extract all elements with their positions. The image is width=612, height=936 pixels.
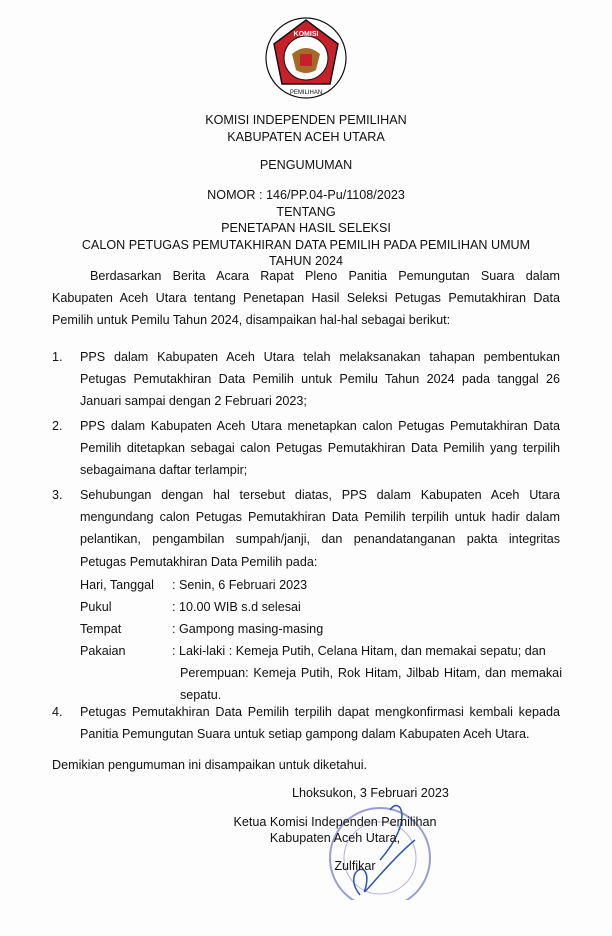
item-number: 4. <box>52 705 63 719</box>
schedule-value: Perempuan: Kemeja Putih, Rok Hitam, Jilbab Hitam, dan memakai sepatu. <box>180 666 562 703</box>
schedule-value: : Laki-laki : Kemeja Putih, Celana Hitam, dan memakai sepatu; dan <box>172 644 546 658</box>
intro-paragraph: Berdasarkan Berita Acara Rapat Pleno Panitia Pemungutan Suara dalam Kabupaten Aceh Utara tentang Penetapan Hasil Seleksi Petugas Pemutakhiran Data Pemilih untuk Pemilu Tahun 2024, disampaikan hal-hal sebagai berikut: <box>52 269 560 328</box>
svg-text:PEMILIHAN: PEMILIHAN <box>289 90 323 96</box>
signatory-role-2: Kabupaten Aceh Utara, <box>269 831 401 845</box>
item-text: Sehubungan dengan hal tersebut diatas, PPS dalam Kabupaten Aceh Utara mengundang calon Petugas Pemutakhiran Data Pemilih terpilih untuk hadir dalam pelantikan, pengambilan sumpah/janji, dan penandatanganan pakta integritas Petugas Pemutakhiran Data Pemilih pada: <box>80 488 560 569</box>
doc-about: TENTANG <box>276 205 336 219</box>
doc-subject-3: TAHUN 2024 <box>269 254 343 268</box>
schedule-label: Hari, Tanggal <box>80 578 154 592</box>
item-number: 1. <box>52 350 63 364</box>
schedule-label: Pakaian <box>80 644 126 658</box>
place-date: Lhoksukon, 3 Februari 2023 <box>292 786 449 800</box>
doc-subject-1: PENETAPAN HASIL SELEKSI <box>221 221 391 235</box>
item-text: PPS dalam Kabupaten Aceh Utara menetapkan calon Petugas Pemutakhiran Data Pemilih ditetapkan sebagai calon Petugas Pemutakhiran Data Pemilih yang terpilih sebagaimana daftar terlampir; <box>80 419 560 478</box>
svg-text:KOMISI: KOMISI <box>293 31 319 38</box>
doc-subject-2: CALON PETUGAS PEMUTAKHIRAN DATA PEMILIH PADA PEMILIHAN UMUM <box>81 238 531 252</box>
kip-logo-icon <box>262 14 350 102</box>
doc-number: NOMOR : 146/PP.04-Pu/1108/2023 <box>207 188 405 202</box>
item-number: 2. <box>52 419 63 433</box>
schedule-value: : Gampong masing-masing <box>172 622 324 636</box>
signatory-role-1: Ketua Komisi Independen Pemilihan <box>233 815 437 829</box>
item-text: PPS dalam Kabupaten Aceh Utara telah melaksanakan tahapan pembentukan Petugas Pemutakhiran Data Pemilih untuk Pemilu Tahun 2024 pada tanggal 26 Januari sampai dengan 2 Februari 2023; <box>80 350 560 409</box>
schedule-value: : 10.00 WIB s.d selesai <box>172 600 301 614</box>
schedule-value: : Senin, 6 Februari 2023 <box>172 578 308 592</box>
schedule-label: Tempat <box>80 622 122 636</box>
doc-type: PENGUMUMAN <box>259 158 353 172</box>
item-number: 3. <box>52 488 63 502</box>
closing-text: Demikian pengumuman ini disampaikan untuk diketahui. <box>52 758 368 772</box>
org-region: KABUPATEN ACEH UTARA <box>227 130 385 144</box>
signatory-name: Zulfikar <box>334 859 376 873</box>
item-text: Petugas Pemutakhiran Data Pemilih terpilih dapat mengkonfirmasi kembali kepada Panitia Pemungutan Suara untuk setiap gampong dalam Kabupaten Aceh Utara. <box>80 705 560 742</box>
schedule-label: Pukul <box>80 600 112 614</box>
org-name: KOMISI INDEPENDEN PEMILIHAN <box>205 113 407 127</box>
